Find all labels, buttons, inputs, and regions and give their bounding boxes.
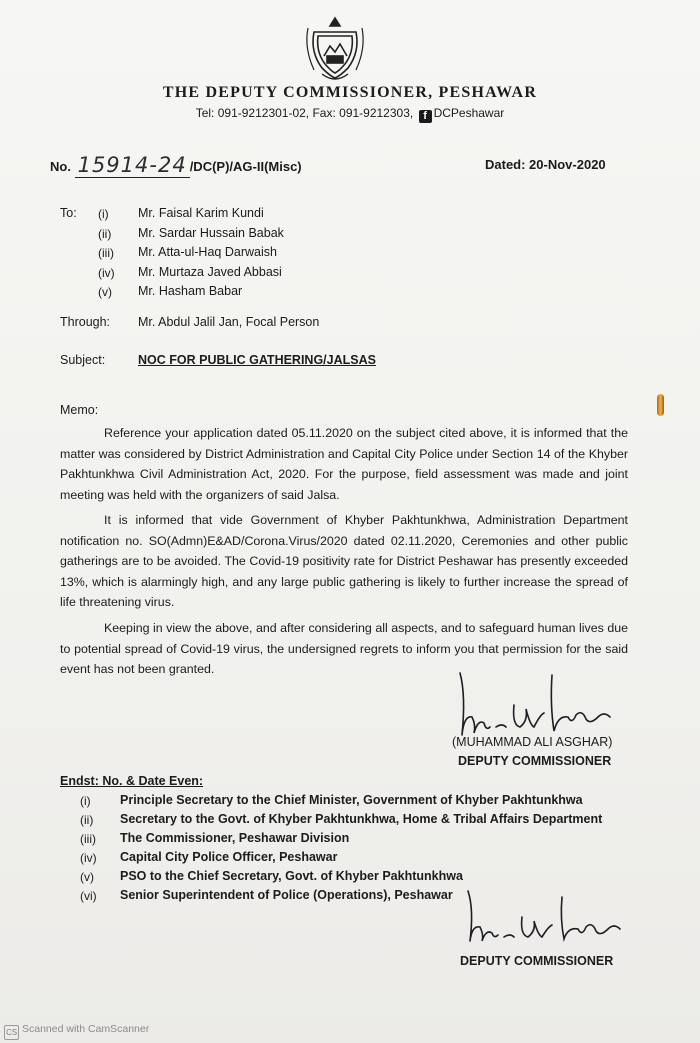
endorsement-item: Senior Superintendent of Police (Operations), Peshawar bbox=[120, 888, 453, 902]
recipient-name: Mr. Murtaza Javed Abbasi bbox=[138, 265, 282, 279]
endorsement-number: (vi) bbox=[80, 889, 97, 903]
memo-paragraph: It is informed that vide Government of Khyber Pakhtunkhwa, Administration Department notification no. SO(Admn)E&AD/Corona.Virus/2020 dated 02.11.2020, Ceremonies and other public gatherings are to be avoided. The Covid-19 positivity rate for District Peshawar has presently exceeded 13%, which is alarmingly high, and any large public gathering is likely to further increase the spread of life threatening virus. bbox=[60, 513, 628, 609]
office-title: THE DEPUTY COMMISSIONER, PESHAWAR bbox=[162, 84, 538, 101]
endorsement-heading: Endst: No. & Date Even: bbox=[60, 774, 204, 788]
scanner-watermark bbox=[4, 1023, 149, 1040]
paper-pin bbox=[657, 394, 664, 416]
endorsement-number: (iv) bbox=[80, 851, 97, 865]
recipient-name: Mr. Hasham Babar bbox=[138, 284, 243, 298]
memo-paragraph: Reference your application dated 05.11.2020 on the subject cited above, it is informed that the matter was considered by District Administration and Capital City Police under Section 14 of the Khyber Pakhtunkhwa Civil Administration Act, 2020. For the purpose, field assessment was made and joint meeting was held with the organizers of said Jalsa. bbox=[60, 426, 628, 502]
scanner-text: Scanned with CamScanner bbox=[22, 1023, 150, 1035]
recipient-name: Mr. Sardar Hussain Babak bbox=[138, 226, 284, 240]
endorsement-item: The Commissioner, Peshawar Division bbox=[120, 831, 350, 845]
date-line: Dated: 20-Nov-2020 bbox=[485, 157, 606, 172]
signatory-designation: DEPUTY COMMISSIONER bbox=[458, 754, 612, 768]
endorsement-number: (iii) bbox=[80, 832, 96, 846]
signatory-name: (MUHAMMAD ALI ASGHAR) bbox=[452, 735, 613, 749]
contact-line bbox=[0, 106, 700, 123]
reference-no-label: No. bbox=[50, 159, 71, 174]
endorsement-item: PSO to the Chief Secretary, Govt. of Khyber Pakhtunkhwa bbox=[120, 869, 463, 883]
through-label: Through: bbox=[60, 315, 111, 329]
subject-label: Subject: bbox=[60, 353, 106, 367]
recipient-name: Mr. Faisal Karim Kundi bbox=[138, 206, 264, 220]
endorsement-number: (i) bbox=[80, 794, 91, 808]
recipient-number: (i) bbox=[98, 207, 109, 221]
endorsement-number: (v) bbox=[80, 870, 94, 884]
endorsement-item: Secretary to the Govt. of Khyber Pakhtunkhwa, Home & Tribal Affairs Department bbox=[120, 812, 603, 826]
memo-label: Memo: bbox=[60, 403, 99, 417]
recipient-number: (v) bbox=[98, 285, 112, 299]
recipient-number: (iii) bbox=[98, 246, 114, 260]
handwritten-signature bbox=[458, 885, 628, 955]
facebook-handle: DCPeshawar bbox=[433, 106, 505, 120]
memo-paragraph: Keeping in view the above, and after considering all aspects, and to safeguard human lives due to potential spread of Covid-19 virus, the undersigned regrets to inform you that permission for the said event has not been granted. bbox=[60, 621, 628, 676]
government-emblem-icon bbox=[300, 12, 370, 84]
through-text: Mr. Abdul Jalil Jan, Focal Person bbox=[138, 315, 320, 329]
contact-numbers: Tel: 091-9212301-02, Fax: 091-9212303, bbox=[195, 106, 414, 120]
endorsement-number: (ii) bbox=[80, 813, 94, 827]
reference-number bbox=[50, 153, 302, 178]
handwritten-diary-number: 15914-24 bbox=[75, 153, 190, 178]
facebook-icon: f bbox=[419, 110, 432, 123]
reference-suffix: /DC(P)/AG-II(Misc) bbox=[189, 159, 302, 174]
recipient-name: Mr. Atta-ul-Haq Darwaish bbox=[138, 245, 277, 259]
camscanner-icon: CS bbox=[4, 1025, 19, 1040]
endorsement-item: Capital City Police Officer, Peshawar bbox=[120, 850, 338, 864]
endorsement-designation: DEPUTY COMMISSIONER bbox=[460, 954, 614, 968]
recipient-number: (iv) bbox=[98, 266, 115, 280]
to-label: To: bbox=[60, 206, 77, 220]
endorsement-item: Principle Secretary to the Chief Minister, Government of Khyber Pakhtunkhwa bbox=[120, 793, 583, 807]
subject-text: NOC FOR PUBLIC GATHERING/JALSAS bbox=[138, 353, 376, 367]
recipient-number: (ii) bbox=[98, 227, 112, 241]
